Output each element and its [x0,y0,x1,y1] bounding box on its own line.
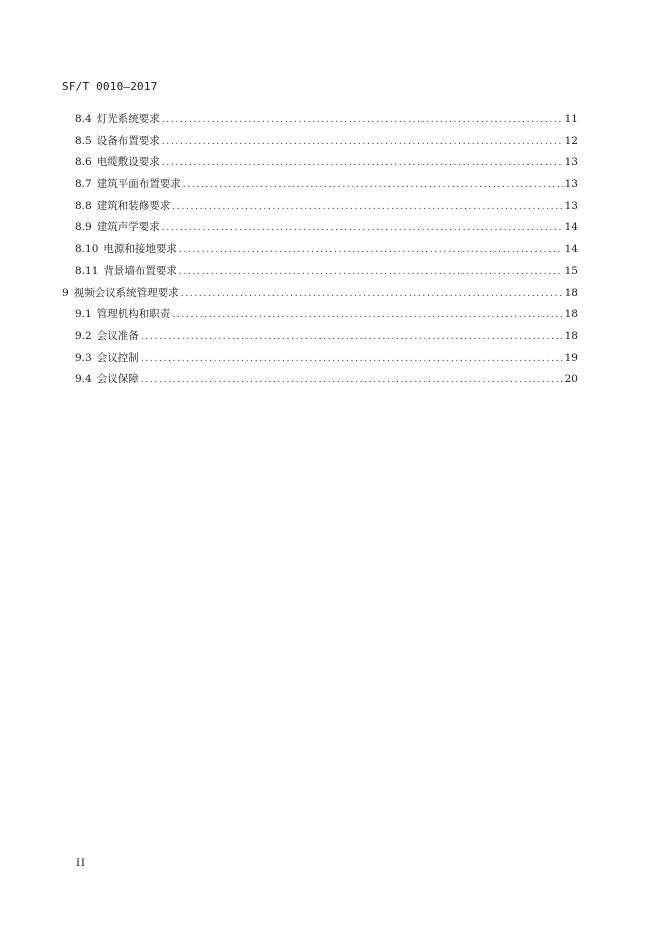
toc-entry-title: 会议控制 [96,351,139,364]
dot-leader [141,349,563,371]
toc-entry-page-number: 11 [564,113,578,125]
toc-entry-number: 8.11 [75,264,99,277]
toc-entry[interactable] [62,174,578,196]
toc-entry-number: 9.1 [75,308,92,321]
toc-entry[interactable] [62,217,578,239]
document-id-header: SF/T 0010—2017 [62,80,158,93]
toc-entry-page-number: 20 [564,373,578,386]
toc-entry-page-number: 18 [564,329,578,342]
dot-leader [141,370,563,392]
toc-entry-page-number: 14 [564,243,578,256]
toc-entry-title: 建筑声学要求 [96,221,160,234]
toc-entry-page-number: 14 [564,221,578,234]
toc-entry-page-number: 13 [564,156,578,169]
toc-entry-page-number: 15 [564,264,578,277]
toc-entry[interactable] [62,283,578,305]
toc-entry-number: 8.6 [75,156,92,169]
toc-entry-title: 建筑平面布置要求 [96,178,181,191]
dot-leader [183,175,563,197]
toc-entry[interactable] [62,261,578,283]
toc-entry-number: 8.7 [75,178,92,191]
toc-entry-page-number: 19 [564,351,578,364]
toc-entry-number: 8.5 [75,134,92,147]
toc-entry-number: 8.10 [75,243,99,256]
toc-entry-number: 9 [62,286,69,299]
dot-leader [172,305,562,327]
dot-leader [162,110,563,132]
page-number-footer: II [76,858,86,869]
toc-entry-title: 管理机构和职责 [96,308,171,321]
toc-entry[interactable] [62,109,578,131]
toc-entry-title: 电源和接地要求 [103,243,177,256]
toc-entry-title: 电缆敷设要求 [96,156,160,169]
dot-leader [162,132,563,154]
dot-leader [162,218,563,240]
toc-entry[interactable] [62,304,578,326]
toc-entry-title: 灯光系统要求 [96,113,160,125]
table-of-contents [62,109,578,391]
toc-entry-page-number: 12 [564,134,578,147]
toc-entry-title: 背景墙布置要求 [103,264,177,277]
toc-entry-title: 视频会议系统管理要求 [73,286,179,299]
toc-entry[interactable] [62,369,578,391]
toc-entry-page-number: 18 [564,286,578,299]
toc-entry-page-number: 13 [564,199,578,212]
dot-leader [179,240,563,262]
dot-leader [162,153,563,175]
toc-entry[interactable] [62,196,578,218]
toc-entry-title: 设备布置要求 [96,134,160,147]
toc-entry-number: 8.9 [75,221,92,234]
toc-entry[interactable] [62,348,578,370]
toc-entry[interactable] [62,326,578,348]
toc-entry-number: 9.2 [75,329,92,342]
toc-entry[interactable] [62,152,578,174]
toc-entry-title: 建筑和装修要求 [96,199,171,212]
toc-entry-page-number: 18 [564,308,578,321]
toc-entry-title: 会议准备 [96,329,139,342]
dot-leader [172,197,562,219]
toc-entry-number: 8.4 [75,113,92,125]
toc-entry-number: 9.3 [75,351,92,364]
toc-entry[interactable] [62,131,578,153]
toc-entry[interactable] [62,239,578,261]
dot-leader [141,327,563,349]
toc-entry-page-number: 13 [564,178,578,191]
toc-entry-number: 8.8 [75,199,92,212]
toc-entry-title: 会议保障 [96,373,139,386]
toc-entry-number: 9.4 [75,373,92,386]
dot-leader [179,262,563,284]
dot-leader [181,284,563,306]
